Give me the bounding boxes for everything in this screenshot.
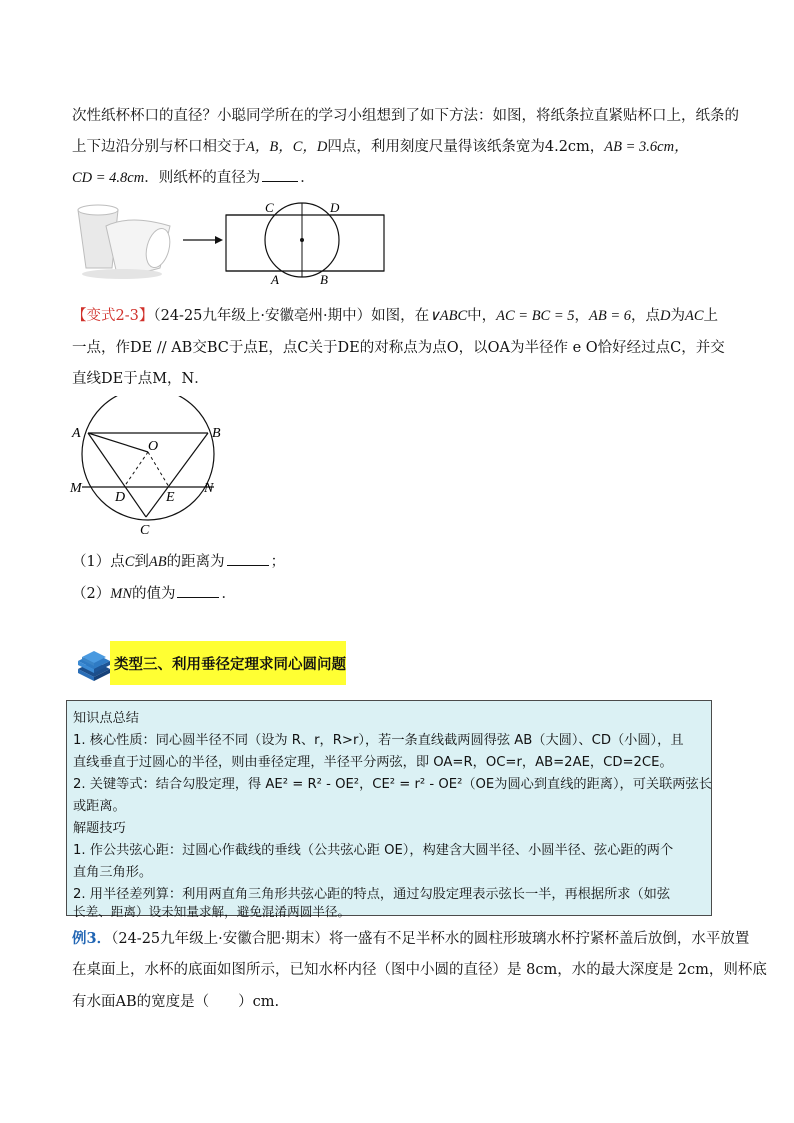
section-heading [72, 641, 352, 685]
label-c: C [265, 200, 274, 215]
knowledge-line: 1. 作公共弦心距：过圆心作截线的垂线（公共弦心距 OE），构建含大圆半径、小圆半径、弦心距的两个 [73, 843, 674, 858]
segment-od [124, 452, 148, 487]
knowledge-line: 直角三角形。 [73, 865, 153, 880]
problem-text-segment: ．则纸杯的直径为 [144, 170, 261, 186]
paper-cups-image [78, 205, 174, 279]
knowledge-line: 2. 关键等式：结合勾股定理，得 AE² = R² - OE²，CE² = r² - OE²（OE为圆心到直线的距离），可关联两弦长 [73, 777, 712, 792]
variant-text: 上 [703, 308, 719, 324]
variant-tag: 【变式2-3】 [72, 308, 154, 324]
point-d: D [660, 308, 671, 324]
circle-triangle-diagram [68, 396, 228, 538]
geometry-figure [68, 396, 228, 538]
triangle-abc: ∨ABC [429, 308, 468, 324]
eq-ab: AB = 6 [589, 308, 632, 324]
q1-ab: AB [148, 554, 167, 570]
q1-text: ； [270, 554, 286, 570]
question-1 [72, 550, 285, 571]
answer-blank[interactable] [262, 167, 298, 182]
variant-line-1 [72, 304, 718, 325]
knowledge-line: 或距离。 [73, 799, 126, 814]
label-n: N [204, 481, 214, 496]
q1-text: （1）点 [72, 554, 125, 570]
q2-answer-blank[interactable] [177, 583, 219, 598]
cd-measure: CD = 4.8cm [72, 170, 145, 186]
variant-sep: ， [574, 308, 590, 324]
variant-text: ，点 [631, 308, 661, 324]
knowledge-line: 2. 用半径差列算：利用两直角三角形共弦心距的特点，通过勾股定理表示弦长一半，再根据所求（如弦 [73, 887, 671, 902]
circle-o [82, 396, 214, 520]
label-a: A [271, 272, 279, 286]
label-c: C [140, 523, 150, 538]
variant-line-3: 直线DE于点M，N． [72, 371, 209, 387]
segment-ao [88, 433, 148, 452]
label-b: B [320, 272, 328, 286]
q2-mn: MN [110, 586, 132, 602]
problem-text-line-2 [72, 135, 689, 156]
cup-figure [72, 196, 402, 286]
knowledge-line: 直线垂直于过圆心的半径，则由垂径定理，半径平分两弦，即 OA=R，OC=r，AB=2AE，CD=2CE。 [73, 755, 673, 770]
question-2 [72, 582, 236, 603]
example-tag: 例3． [72, 930, 112, 947]
ab-measure: AB = 3.6cm， [604, 139, 689, 155]
knowledge-line: 长差、距离）设未知量求解，避免混淆两圆半径。 [73, 904, 351, 919]
section-title-text: 类型三、利用垂径定理求同心圆问题 [114, 657, 346, 673]
label-d: D [115, 490, 126, 505]
variant-text: 为 [670, 308, 686, 324]
problem-text-segment: ． [300, 170, 315, 186]
label-b: B [212, 426, 221, 441]
q1-text: 到 [134, 554, 149, 570]
arrow-head-icon [215, 236, 223, 244]
knowledge-heading: 知识点总结 [73, 711, 139, 726]
knowledge-summary-box [66, 700, 712, 919]
q2-text: 的值为 [131, 586, 176, 602]
variant-line-2: 一点，作DE // AB交BC于点E，点C关于DE的对称点为点O，以OA为半径作 e O恰好经过点C，并交 [72, 340, 725, 356]
problem-text-segment: 上下边沿分别与杯口相交于 [72, 139, 246, 155]
example-line-2: 在桌面上，水杯的底面如图所示，已知水杯内径（图中小圆的直径）是 8cm，水的最大深度是 2cm，则杯底 [72, 962, 767, 978]
problem-text-line-1: 次性纸杯杯口的直径？小聪同学所在的学习小组想到了如下方法：如图，将纸条拉直紧贴杯口上，纸条的 [72, 108, 739, 124]
label-e: E [166, 490, 175, 505]
knowledge-line: 1. 核心性质：同心圆半径不同（设为 R、r，R>r），若一条直线截两圆得弦 AB（大圆）、CD（小圆），且 [73, 733, 684, 748]
variant-source: （24-25九年级上·安徽亳州·期中）如图，在 [153, 308, 430, 324]
q2-text: ． [221, 586, 236, 602]
label-m: M [70, 481, 82, 496]
q1-answer-blank[interactable] [227, 551, 269, 566]
segment-ac: AC [685, 308, 704, 324]
label-a: A [72, 426, 81, 441]
example-line-3: 有水面AB的宽度是（ ）cm. [72, 994, 280, 1010]
example-line-1 [72, 927, 749, 948]
center-point [300, 238, 304, 242]
label-d: D [330, 200, 340, 215]
example-text: （24-25九年级上·安徽合肥·期末）将一盛有不足半杯水的圆柱形玻璃水杯拧紧杯盖后放倒，水平放置 [111, 931, 750, 947]
eq-ac-bc: AC = BC = 5 [496, 308, 575, 324]
tips-heading: 解题技巧 [73, 821, 126, 836]
problem-text-line-3 [72, 166, 315, 187]
label-o: O [148, 439, 159, 454]
q2-text: （2） [72, 586, 111, 602]
books-icon [74, 645, 114, 685]
variant-text: 中， [467, 308, 497, 324]
problem-text-segment: 四点，利用刻度尺量得该纸条宽为4.2cm， [327, 139, 605, 155]
cup-photo-and-diagram [72, 196, 402, 286]
points-abcd: A，B，C，D [246, 139, 328, 155]
q1-text: 的距离为 [166, 554, 225, 570]
q1-point-c: C [124, 554, 135, 570]
segment-oe [148, 452, 169, 487]
